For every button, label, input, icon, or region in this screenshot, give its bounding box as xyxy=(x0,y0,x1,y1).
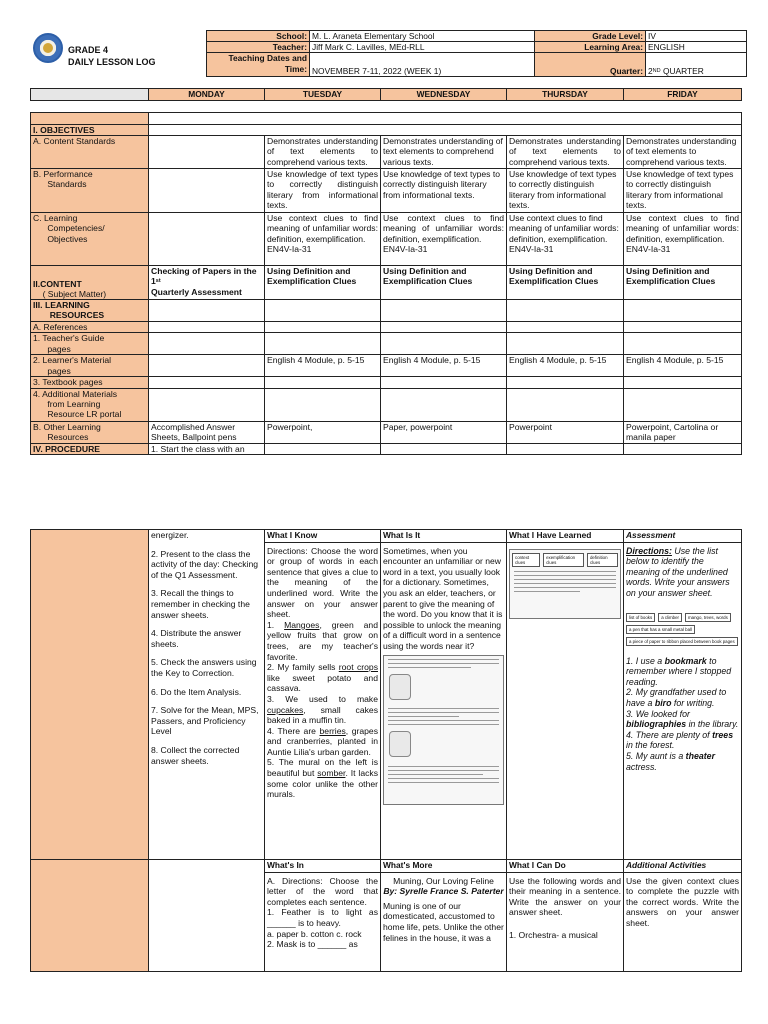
item-1 xyxy=(267,620,378,662)
procedure-label-cell xyxy=(31,530,149,860)
item-text: 3. We used to make xyxy=(267,693,378,704)
item-underlined: cupcakes xyxy=(267,704,304,715)
resources-tuesday xyxy=(265,300,381,322)
performance-standards-wednesday: Use knowledge of text types to correctly distinguish literary from informational texts. xyxy=(381,169,507,213)
choice: a piece of paper to ribbon placed between book pages xyxy=(626,637,738,646)
procedure-heading: IV. PROCEDURE xyxy=(31,443,149,454)
chip: exemplification clues xyxy=(543,553,584,567)
other-resources-label xyxy=(31,421,149,443)
competencies-thursday xyxy=(507,213,624,266)
tb-wednesday xyxy=(381,377,507,388)
directions-text: Use the list below to identify the meaning of the underlined words. Write your answers on your answer sheet. xyxy=(626,545,730,598)
content-friday xyxy=(624,266,742,300)
lesson-plan-table xyxy=(30,112,742,455)
teachers-guide-label xyxy=(31,333,149,355)
procedure-table xyxy=(30,529,742,972)
item-text: 2. My family sells xyxy=(267,662,339,673)
choice: a climber xyxy=(658,613,682,622)
quarter-word: QUARTER xyxy=(660,66,704,76)
references-label: A. References xyxy=(31,322,149,333)
what-is-it-body: Sometimes, when you encounter an unfamiliar or new word in a text, you usually look for a dictionary. Sometimes, you ask an elder, teachers, or parent to give the meaning of the word. Do you know that it is possible to unlock the meaning of a difficult word in a sentence using the words near it? xyxy=(383,545,503,651)
wednesday-what-is-it xyxy=(381,530,507,860)
competency-code: EN4V-Ia-31 xyxy=(509,243,554,254)
am-monday xyxy=(149,388,265,421)
item-5 xyxy=(267,757,378,799)
chip: context clues xyxy=(512,553,540,567)
tb-friday xyxy=(624,377,742,388)
am-tuesday xyxy=(265,388,381,421)
references-wednesday xyxy=(381,322,507,333)
content-standards-monday xyxy=(149,136,265,169)
performance-standards-monday xyxy=(149,169,265,213)
lesson-log-page-2 xyxy=(0,527,768,1024)
quarter-suffix: ND xyxy=(652,68,661,74)
quarter-number: 2 xyxy=(648,66,653,76)
competencies-wednesday xyxy=(381,213,507,266)
wednesday-whats-more xyxy=(381,860,507,972)
content-standards-wednesday: Demonstrates understanding of text elements to comprehend various texts. xyxy=(381,136,507,169)
content-standards-label: A. Content Standards xyxy=(31,136,149,169)
monday-step: 3. Recall the things to remember in checking the answer sheets. xyxy=(151,588,250,620)
item-text: 5. My aunt is a xyxy=(626,750,686,761)
tg-monday xyxy=(149,333,265,355)
monday-step: energizer. xyxy=(151,530,189,540)
item-bold: biro xyxy=(654,697,672,708)
or-wednesday: Paper, powerpoint xyxy=(381,421,507,443)
resources-thursday xyxy=(507,300,624,322)
subject-matter-text: ( Subject Matter) xyxy=(42,289,107,299)
references-friday xyxy=(624,322,742,333)
teacher-value: Jiff Mark C. Lavilles, MEd-RLL xyxy=(310,42,535,53)
lesson-title-line1: Using Definition and xyxy=(383,266,467,277)
choice: a pen that has a small metal ball xyxy=(626,625,695,634)
content-label xyxy=(31,266,149,300)
item-bold: bookmark xyxy=(664,655,707,666)
teachers-guide-line1: 1. Teacher's Guide xyxy=(33,333,105,344)
item-text: , grapes and cranberries, planted in Auntie Lilia's urban garden. xyxy=(267,725,379,757)
am-thursday xyxy=(507,388,624,421)
learning-resources-line1: III. LEARNING xyxy=(33,300,90,311)
choice: mango, trees, words xyxy=(685,613,731,622)
monday-step: 6. Do the Item Analysis. xyxy=(151,686,242,697)
performance-standards-line2: Standards xyxy=(47,179,87,190)
learners-material-line2: pages xyxy=(47,365,71,376)
item-text: for writing. xyxy=(671,697,715,708)
competencies-tuesday xyxy=(265,213,381,266)
textbook-label: 3. Textbook pages xyxy=(31,377,149,388)
school-label: School: xyxy=(207,31,310,42)
other-resources-line1: B. Other Learning xyxy=(33,421,101,432)
procedure-friday xyxy=(624,443,742,454)
story-title: Muning, Our Loving Feline xyxy=(393,875,494,886)
item-text: . It lacks some color unlike the other murals. xyxy=(267,768,378,800)
thursday-what-i-have-learned xyxy=(507,530,624,860)
grade-level-value: IV xyxy=(646,31,747,42)
monday-step: 8. Collect the corrected answer sheets. xyxy=(151,744,240,766)
lesson-title-line2: Exemplification Clues xyxy=(383,276,473,287)
item-text: 1. xyxy=(267,619,285,630)
content-monday xyxy=(149,266,265,300)
procedure-monday: 1. Start the class with an xyxy=(149,443,265,454)
blank-top-right xyxy=(149,113,742,125)
whats-more-heading: What's More xyxy=(381,860,506,873)
day-tuesday: TUESDAY xyxy=(265,89,381,101)
additional-activities-body: Use the given context clues to complete the puzzle with the correct words. Write the answers on your answer sheet. xyxy=(626,875,739,928)
content-monday-line2: Quarterly Assessment xyxy=(151,286,242,297)
choice: list of books xyxy=(626,613,655,622)
what-i-know-directions: Directions: Choose the word or group of words in each sentence that gives a clue to the meaning of the underlined word. Write the answer on your answer sheet. xyxy=(267,545,378,620)
lm-wednesday: English 4 Module, p. 5-15 xyxy=(381,355,507,377)
objectives-blank xyxy=(149,125,742,136)
tg-wednesday xyxy=(381,333,507,355)
competencies-monday xyxy=(149,213,265,266)
item-text: , small cakes baked in a muffin tin. xyxy=(267,704,378,726)
what-i-can-do-body: Use the following words and their meaning in a sentence. Write the answer on your answer sheet. xyxy=(509,875,621,918)
procedure-thursday xyxy=(507,443,624,454)
am-wednesday xyxy=(381,388,507,421)
weekday-blank xyxy=(31,89,149,101)
learners-material-label xyxy=(31,355,149,377)
item-text: 2. My grandfather used to have a xyxy=(626,687,727,708)
competencies-line3: Objectives xyxy=(47,233,88,244)
what-i-know-heading: What I Know xyxy=(265,530,380,543)
competency-code: EN4V-Ia-31 xyxy=(626,243,671,254)
assessment-item-1 xyxy=(626,656,739,688)
tuesday-what-i-know xyxy=(265,530,381,860)
grade-label: GRADE 4 xyxy=(68,45,109,55)
content-standards-friday: Demonstrates understanding of text elements to comprehend various texts. xyxy=(624,136,742,169)
assessment-heading: Assessment xyxy=(624,530,741,543)
lm-friday: English 4 Module, p. 5-15 xyxy=(624,355,742,377)
quarter-value xyxy=(646,53,747,77)
additional-materials-line2: from Learning xyxy=(47,398,101,409)
quarter-label: Quarter: xyxy=(535,53,646,77)
procedure-wednesday xyxy=(381,443,507,454)
item-text: in the forest. xyxy=(626,740,675,751)
summary-image xyxy=(509,549,621,619)
resources-monday xyxy=(149,300,265,322)
page-gap xyxy=(0,490,768,527)
lm-tuesday: English 4 Module, p. 5-15 xyxy=(265,355,381,377)
item-4 xyxy=(267,726,378,758)
cartoon-figure xyxy=(389,674,411,700)
whats-in-directions: A. Directions: Choose the letter of the word that completes each sentence. xyxy=(267,875,378,907)
item-text: in the library. xyxy=(686,719,739,730)
item-text: , green and yellow fruits that grow on trees, are my teacher's favorite. xyxy=(267,619,378,662)
tb-tuesday xyxy=(265,377,381,388)
competency-text: Use context clues to find meaning of unfamiliar words: definition, exemplification. xyxy=(267,213,378,244)
item-text: actress. xyxy=(626,761,657,772)
item-bold: trees xyxy=(712,729,734,740)
whats-in-item-1: 1. Feather is to light as ______ is to heavy. xyxy=(267,907,378,928)
additional-materials-line3: Resource LR portal xyxy=(47,409,122,420)
competencies-line2: Competencies/ xyxy=(47,223,105,234)
cartoon-figure xyxy=(389,731,411,757)
additional-materials-label xyxy=(31,388,149,421)
log-title xyxy=(68,44,156,68)
item-2 xyxy=(267,662,378,694)
monday-row2 xyxy=(149,860,265,972)
content-standards-tuesday: Demonstrates understanding of text elements to comprehend various texts. xyxy=(265,136,381,169)
references-monday xyxy=(149,322,265,333)
blank-top-left xyxy=(31,113,149,125)
lesson-log-page-1 xyxy=(0,0,768,490)
competency-code: EN4V-Ia-31 xyxy=(383,243,428,254)
tg-thursday xyxy=(507,333,624,355)
teachers-guide-line2: pages xyxy=(47,343,71,354)
tuesday-whats-in xyxy=(265,860,381,972)
competencies-line1: C. Learning xyxy=(33,213,78,224)
school-value: M. L. Araneta Elementary School xyxy=(310,31,535,42)
tg-friday xyxy=(624,333,742,355)
learning-area-label: Learning Area: xyxy=(535,42,646,53)
monday-step: 5. Check the answers using the Key to Correction. xyxy=(151,657,257,678)
item-bold: theater xyxy=(685,750,715,761)
content-thursday xyxy=(507,266,624,300)
day-friday: FRIDAY xyxy=(624,89,742,101)
item-underlined: berries xyxy=(319,725,346,736)
assessment-items xyxy=(626,656,739,773)
learners-material-line1: 2. Learner's Material xyxy=(33,355,112,366)
what-i-can-do-item-1: 1. Orchestra- a musical xyxy=(509,929,598,940)
monday-procedure xyxy=(149,530,265,860)
learning-resources-line2: RESOURCES xyxy=(49,310,105,321)
item-underlined: somber xyxy=(317,768,346,779)
competencies-label xyxy=(31,213,149,266)
what-i-can-do-heading: What I Can Do xyxy=(507,860,623,873)
choices-box xyxy=(626,613,739,646)
time-text: Time: xyxy=(284,64,307,74)
performance-standards-thursday: Use knowledge of text types to correctly distinguish literary from informational texts. xyxy=(507,169,624,213)
competency-code: EN4V-Ia-31 xyxy=(267,243,312,254)
lesson-title-line2: Exemplification Clues xyxy=(267,276,357,287)
references-thursday xyxy=(507,322,624,333)
monday-step: 7. Solve for the Mean, MPS, Passers, and Proficiency Level xyxy=(151,705,259,737)
assessment-item-2 xyxy=(626,687,739,708)
item-text: to remember where I stopped reading. xyxy=(626,655,732,687)
whats-in-choices: a. paper b. cotton c. rock xyxy=(267,928,362,939)
story-author: By: Syrelle France S. Paterter xyxy=(383,886,504,897)
references-tuesday xyxy=(265,322,381,333)
content-monday-line1: Checking of Papers in the 1 xyxy=(151,266,257,287)
am-friday xyxy=(624,388,742,421)
item-text: 4. There are plenty of xyxy=(626,729,713,740)
daily-lesson-log-label: DAILY LESSON LOG xyxy=(68,57,156,67)
or-monday: Accomplished Answer Sheets, Ballpoint pens xyxy=(149,421,265,443)
lesson-title-line1: Using Definition and xyxy=(267,266,351,277)
item-text: 5. The mural on the left is beautiful but xyxy=(267,757,378,779)
what-i-have-learned-heading: What I Have Learned xyxy=(507,530,623,543)
other-resources-line2: Resources xyxy=(47,431,89,442)
performance-standards-label xyxy=(31,169,149,213)
teaching-dates-text: Teaching Dates and xyxy=(228,53,307,63)
directions-label: Directions: xyxy=(626,545,672,556)
competency-text: Use context clues to find meaning of unfamiliar words: definition, exemplification. xyxy=(509,213,619,244)
assessment-item-3 xyxy=(626,709,739,730)
tb-thursday xyxy=(507,377,624,388)
worksheet-image xyxy=(383,655,504,805)
lm-monday xyxy=(149,355,265,377)
performance-standards-line1: B. Performance xyxy=(33,169,93,180)
performance-standards-tuesday: Use knowledge of text types to correctly distinguish literary from informational texts. xyxy=(265,169,381,213)
or-thursday: Powerpoint xyxy=(507,421,624,443)
content-wednesday xyxy=(381,266,507,300)
what-is-it-heading: What Is It xyxy=(381,530,506,543)
chip: definition clues xyxy=(587,553,618,567)
day-wednesday: WEDNESDAY xyxy=(381,89,507,101)
tb-monday xyxy=(149,377,265,388)
content-tuesday xyxy=(265,266,381,300)
additional-materials-line1: 4. Additional Materials xyxy=(33,388,118,399)
competency-text: Use context clues to find meaning of unfamiliar words: definition, exemplification. xyxy=(383,213,504,244)
objectives-heading: I. OBJECTIVES xyxy=(31,125,149,136)
content-monday-sup: st xyxy=(155,278,161,285)
additional-activities-heading: Additional Activities xyxy=(624,860,741,873)
content-heading: II.CONTENT xyxy=(33,278,82,289)
lm-thursday: English 4 Module, p. 5-15 xyxy=(507,355,624,377)
thursday-what-i-can-do xyxy=(507,860,624,972)
procedure-label-cell-2 xyxy=(31,860,149,972)
procedure-tuesday xyxy=(265,443,381,454)
assessment-item-5 xyxy=(626,751,739,772)
whats-in-heading: What's In xyxy=(265,860,380,873)
monday-step: 4. Distribute the answer sheets. xyxy=(151,628,242,649)
item-text: like sweet potato and cassava. xyxy=(267,672,378,694)
item-text: 4. There are xyxy=(267,725,320,736)
day-thursday: THURSDAY xyxy=(507,89,624,101)
assessment-item-4 xyxy=(626,730,739,751)
lesson-title-line2: Exemplification Clues xyxy=(626,276,716,287)
teacher-label: Teacher: xyxy=(207,42,310,53)
story-body: Muning is one of our domesticated, accustomed to home life, pets. Unlike the other felines in the house, it was a xyxy=(383,900,504,943)
performance-standards-friday: Use knowledge of text types to correctly distinguish literary from informational texts. xyxy=(624,169,742,213)
learning-area-value: ENGLISH xyxy=(646,42,747,53)
teaching-dates-label xyxy=(207,53,310,77)
header-info-table xyxy=(206,30,747,77)
weekday-header xyxy=(30,88,742,101)
item-underlined: root crops xyxy=(338,662,378,673)
friday-additional-activities xyxy=(624,860,742,972)
lesson-title-line1: Using Definition and xyxy=(509,266,593,277)
resources-friday xyxy=(624,300,742,322)
item-3 xyxy=(267,694,378,726)
item-text: 3. We looked for xyxy=(626,708,690,719)
whats-in-item-2: 2. Mask is to ______ as xyxy=(267,939,358,950)
competencies-friday xyxy=(624,213,742,266)
content-standards-thursday: Demonstrates understanding of text elements to comprehend various texts. xyxy=(507,136,624,169)
day-monday: MONDAY xyxy=(149,89,265,101)
resources-wednesday xyxy=(381,300,507,322)
friday-assessment xyxy=(624,530,742,860)
learning-resources-label xyxy=(31,300,149,322)
or-tuesday: Powerpoint, xyxy=(265,421,381,443)
teaching-dates-value: NOVEMBER 7-11, 2022 (WEEK 1) xyxy=(310,53,535,77)
grade-level-label: Grade Level: xyxy=(535,31,646,42)
assessment-directions xyxy=(626,546,739,599)
tg-tuesday xyxy=(265,333,381,355)
item-underlined: Mangoes xyxy=(284,619,320,630)
lesson-title-line1: Using Definition and xyxy=(626,266,710,277)
or-friday: Powerpoint, Cartolina or manila paper xyxy=(624,421,742,443)
lesson-title-line2: Exemplification Clues xyxy=(509,276,599,287)
item-bold: bibliographies xyxy=(626,719,687,730)
deped-seal-icon xyxy=(33,33,63,63)
item-text: 1. I use a xyxy=(626,655,665,666)
monday-step: 2. Present to the class the activity of the day: Checking of the Q1 Assessment. xyxy=(151,548,258,580)
competency-text: Use context clues to find meaning of unfamiliar words: definition, exemplification. xyxy=(626,213,739,244)
